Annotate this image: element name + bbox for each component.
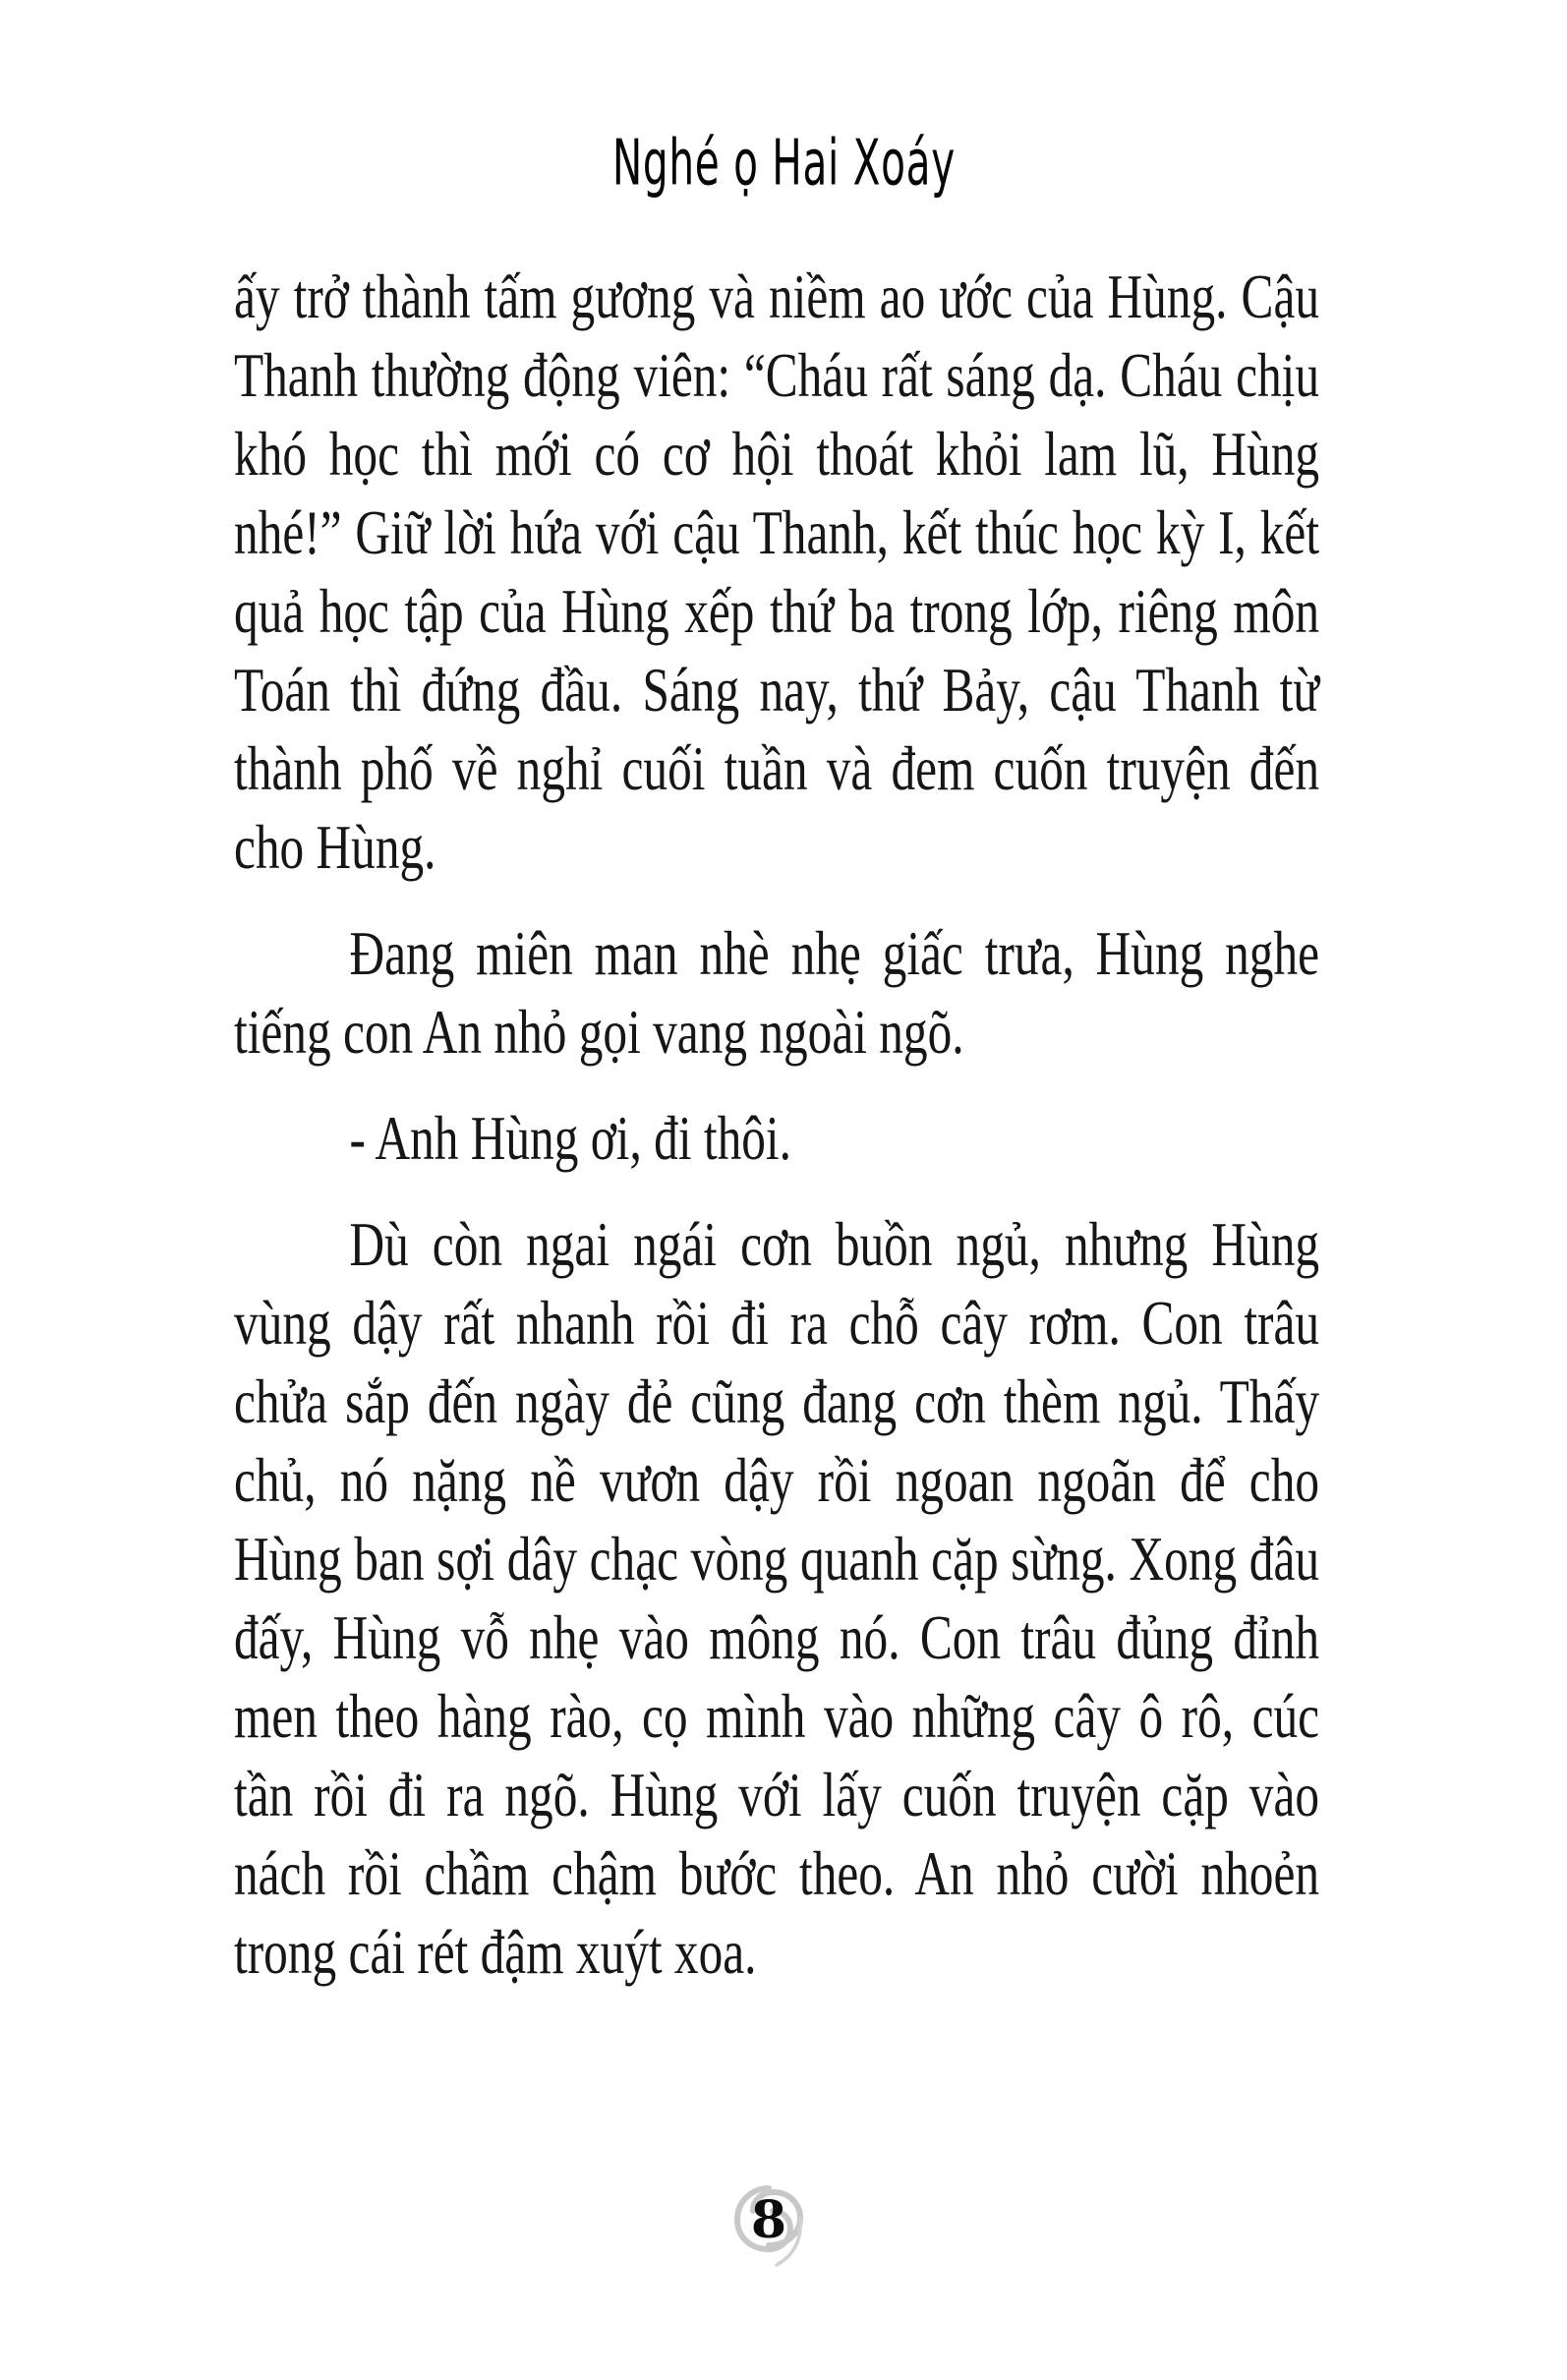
paragraph: Dù còn ngai ngái cơn buồn ngủ, nhưng Hùng vùng dậy rất nhanh rồi đi ra chỗ cây rơm. Con trâu chửa sắp đến ngày đẻ cũng đang cơn thèm ngủ. Thấy chủ, nó nặng nề vươn dậy rồi ngoan ngoãn để cho Hùng ban sợi dây chạc vòng quanh cặp sừng. Xong đâu đấy, Hùng vỗ nhẹ vào mông nó. Con trâu đủng đỉnh men theo hàng rào, cọ mình vào những cây ô rô, cúc tần rồi đi ra ngõ. Hùng với lấy cuốn truyện cặp vào nách rồi chầm chậm bước theo. An nhỏ cười nhoẻn trong cái rét đậm xuýt xoa.: [234, 1210, 1320, 1987]
body-text: [234, 258, 1319, 1992]
page-number: 8: [750, 2190, 787, 2250]
paragraph: - Anh Hùng ơi, đi thôi.: [349, 1104, 791, 1173]
running-header-title: Nghé ọ Hai Xoáy: [611, 126, 956, 200]
paragraph: Đang miên man nhè nhẹ giấc trưa, Hùng nghe tiếng con An nhỏ gọi vang ngoài ngõ.: [234, 919, 1320, 1067]
page-footer: [731, 2184, 840, 2293]
running-header: [0, 126, 1567, 200]
paragraph: ấy trở thành tấm gương và niềm ao ước của Hùng. Cậu Thanh thường động viên: “Cháu rất sáng dạ. Cháu chịu khó học thì mới có cơ hội thoát khỏi lam lũ, Hùng nhé!” Giữ lời hứa với cậu Thanh, kết thúc học kỳ I, kết quả học tập của Hùng xếp thứ ba trong lớp, riêng môn Toán thì đứng đầu. Sáng nay, thứ Bảy, cậu Thanh từ thành phố về nghỉ cuối tuần và đem cuốn truyện đến cho Hùng.: [234, 262, 1320, 882]
